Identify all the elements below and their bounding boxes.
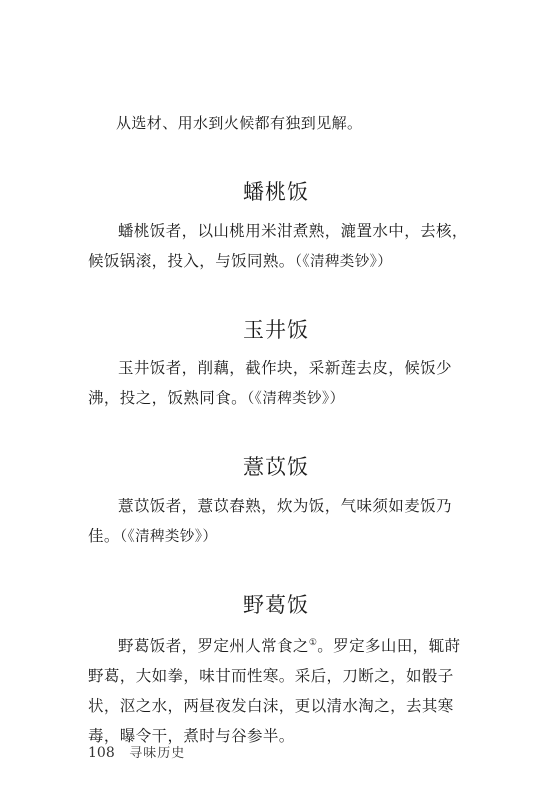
section-body-pantao <box>88 216 470 277</box>
page-number: 108 <box>88 745 115 761</box>
section-title-yege: 野葛饭 <box>243 593 309 617</box>
book-title: 寻味历史 <box>129 746 186 761</box>
section-source: （《清稗类钞》） <box>119 529 218 545</box>
page-footer <box>88 742 185 761</box>
section-text: 野葛饭者，罗定州人常食之 <box>118 637 309 656</box>
intro-paragraph: 从选材、用水到火候都有独到见解。 <box>116 114 363 132</box>
footnote-marker: ① <box>308 638 318 648</box>
section-title-pantao: 蟠桃饭 <box>243 180 309 204</box>
section-text: 薏苡饭者，薏苡舂熟，炊为饭，气味须如麦饭乃佳。 <box>88 497 452 545</box>
section-text: 玉井饭者，削藕，截作块，采新莲去皮，候饭少沸，投之，饭熟同食。 <box>88 359 452 407</box>
section-body-yiyi <box>88 491 470 552</box>
section-text: 蟠桃饭者，以山桃用米泔煮熟，漉置水中，去核，候饭锅滚，投入，与饭同熟。 <box>88 222 468 270</box>
section-source: （《清稗类钞》） <box>294 254 393 270</box>
section-title-yujing: 玉井饭 <box>243 318 309 342</box>
section-body-yujing <box>88 353 470 414</box>
section-title-yiyi: 薏苡饭 <box>243 455 309 479</box>
section-body-yege <box>88 628 470 751</box>
section-text-cont: 。罗定多山田，辄莳野葛，大如拳，味甘而性寒。采后，刀断之，如骰子状，沤之水，两昼夜发白沫，更以清水淘之，去其寒毒，曝令干，煮时与谷参半。 <box>88 637 461 746</box>
section-source: （《清稗类钞》） <box>247 391 345 407</box>
